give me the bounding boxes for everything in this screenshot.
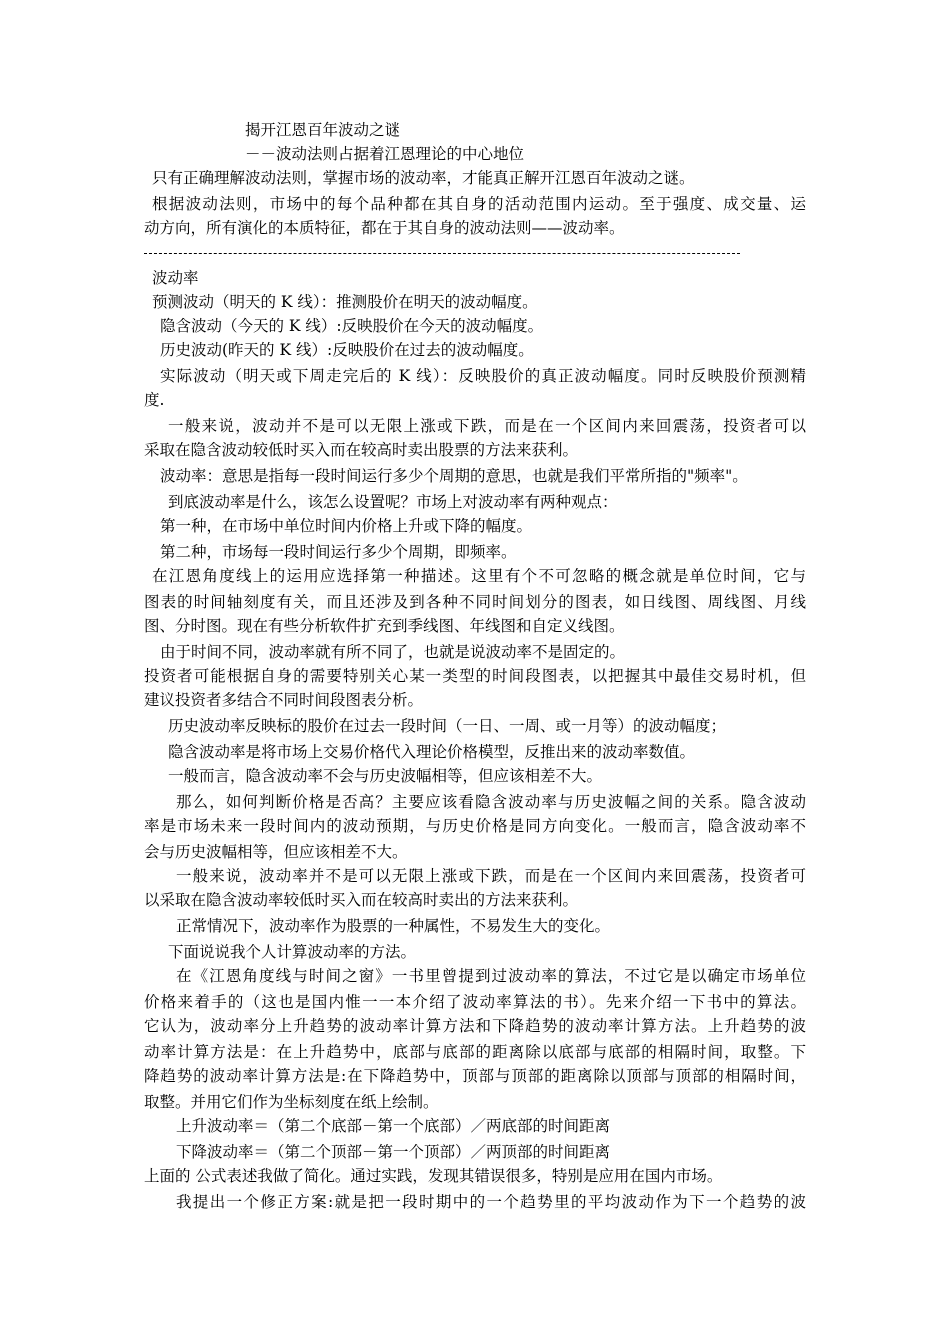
paragraph-line: 正常情况下，波动率作为股票的一种属性，不易发生大的变化。 [176, 917, 611, 935]
paragraph-line: 历史波动(昨天的 K 线）:反映股价在过去的波动幅度。 [160, 341, 534, 359]
paragraph-line: 根据波动法则，市场中的每个品种都在其自身的活动范围内运动。至于强度、成交量、运 [152, 195, 806, 213]
paragraph-line: 动率计算方法是：在上升趋势中，底部与底部的距离除以底部与底部的相隔时间，取整。下 [144, 1043, 806, 1061]
dashed-divider [144, 242, 740, 266]
paragraph-line: 它认为，波动率分上升趋势的波动率计算方法和下降趋势的波动率计算方法。上升趋势的波 [144, 1017, 806, 1035]
paragraph-line: 价格来着手的（这也是国内惟一一本介绍了波动率算法的书）。先来介绍一下书中的算法。 [144, 993, 806, 1011]
paragraph-line: 下面说说我个人计算波动率的方法。 [168, 943, 417, 961]
paragraph-line: 一般而言，隐含波动率不会与历史波幅相等，但应该相差不大。 [168, 767, 603, 785]
paragraph-line: 建议投资者多结合不同时间段图表分析。 [144, 691, 424, 709]
paragraph-line: 隐含波动（今天的 K 线）:反映股价在今天的波动幅度。 [160, 317, 544, 335]
formula-line: 上升波动率＝（第二个底部－第一个底部）／两底部的时间距离 [176, 1117, 611, 1135]
section-heading: 波动率 [152, 269, 199, 287]
paragraph-line: 上面的 公式表述我做了简化。通过实践，发现其错误很多，特别是应用在国内市场。 [144, 1167, 723, 1185]
paragraph-line: 降趋势的波动率计算方法是:在下降趋势中，顶部与顶部的距离除以顶部与顶部的相隔时间， [144, 1067, 806, 1085]
paragraph-line: 隐含波动率是将市场上交易价格代入理论价格模型，反推出来的波动率数值。 [168, 743, 696, 761]
paragraph-line: 图、分时图。现在有些分析软件扩充到季线图、年线图和自定义线图。 [144, 617, 625, 635]
paragraph-line: 采取在隐含波动较低时买入而在较高时卖出股票的方法来获利。 [144, 441, 579, 459]
paragraph-line: 预测波动（明天的 K 线）：推测股价在明天的波动幅度。 [152, 293, 538, 311]
paragraph-line: 那么，如何判断价格是否高？主要应该看隐含波动率与历史波幅之间的关系。隐含波动 [176, 793, 806, 811]
paragraph-line: 图表的时间轴刻度有关，而且还涉及到各种不同时间划分的图表，如日线图、周线图、月线 [144, 593, 806, 611]
doc-title: 揭开江恩百年波动之谜 [245, 121, 401, 139]
formula-line: 下降波动率＝（第二个顶部－第一个顶部）／两顶部的时间距离 [176, 1143, 611, 1161]
doc-subtitle: －－波动法则占据着江恩理论的中心地位 [245, 145, 525, 163]
paragraph-line: 一般来说，波动率并不是可以无限上涨或下跌，而是在一个区间内来回震荡，投资者可 [176, 867, 806, 885]
paragraph-line: 度. [144, 391, 165, 409]
paragraph-line: 会与历史波幅相等，但应该相差不大。 [144, 843, 408, 861]
paragraph-line: 在《江恩角度线与时间之窗》一书里曾提到过波动率的算法，不过它是以确定市场单位 [176, 967, 806, 985]
paragraph-line: 动方向，所有演化的本质特征，都在于其自身的波动法则——波动率。 [144, 219, 625, 237]
paragraph-line: 一般来说，波动并不是可以无限上涨或下跌，而是在一个区间内来回震荡，投资者可以 [168, 417, 806, 435]
paragraph-line: 第一种，在市场中单位时间内价格上升或下降的幅度。 [160, 517, 533, 535]
paragraph-line: 率是市场未来一段时间内的波动预期，与历史价格是同方向变化。一般而言，隐含波动率不 [144, 817, 806, 835]
paragraph-line: 波动率：意思是指每一段时间运行多少个周期的意思，也就是我们平常所指的"频率"。 [160, 467, 748, 485]
paragraph-line: 由于时间不同，波动率就有所不同了，也就是说波动率不是固定的。 [160, 643, 626, 661]
paragraph-line: 到底波动率是什么，该怎么设置呢？市场上对波动率有两种观点： [168, 493, 618, 511]
paragraph-line: 以采取在隐含波动率较低时买入而在较高时卖出的方法来获利。 [144, 891, 579, 909]
paragraph-line: 投资者可能根据自身的需要特别关心某一类型的时间段图表，以把握其中最佳交易时机，但 [144, 667, 806, 685]
paragraph-line: 实际波动（明天或下周走完后的 K 线）：反映股价的真正波动幅度。同时反映股价预测精 [160, 367, 806, 385]
paragraph-line: 我提出一个修正方案:就是把一段时期中的一个趋势里的平均波动作为下一个趋势的波 [176, 1193, 806, 1211]
paragraph-line: 第二种，市场每一段时间运行多少个周期，即频率。 [160, 543, 517, 561]
paragraph-line: 历史波动率反映标的股价在过去一段时间（一日、一周、或一月等）的波动幅度； [168, 717, 727, 735]
paragraph-line: 取整。并用它们作为坐标刻度在纸上绘制。 [144, 1093, 439, 1111]
paragraph-line: 只有正确理解波动法则，掌握市场的波动率，才能真正解开江恩百年波动之谜。 [152, 169, 695, 187]
paragraph-line: 在江恩角度线上的运用应选择第一种描述。这里有个不可忽略的概念就是单位时间，它与 [152, 567, 806, 585]
